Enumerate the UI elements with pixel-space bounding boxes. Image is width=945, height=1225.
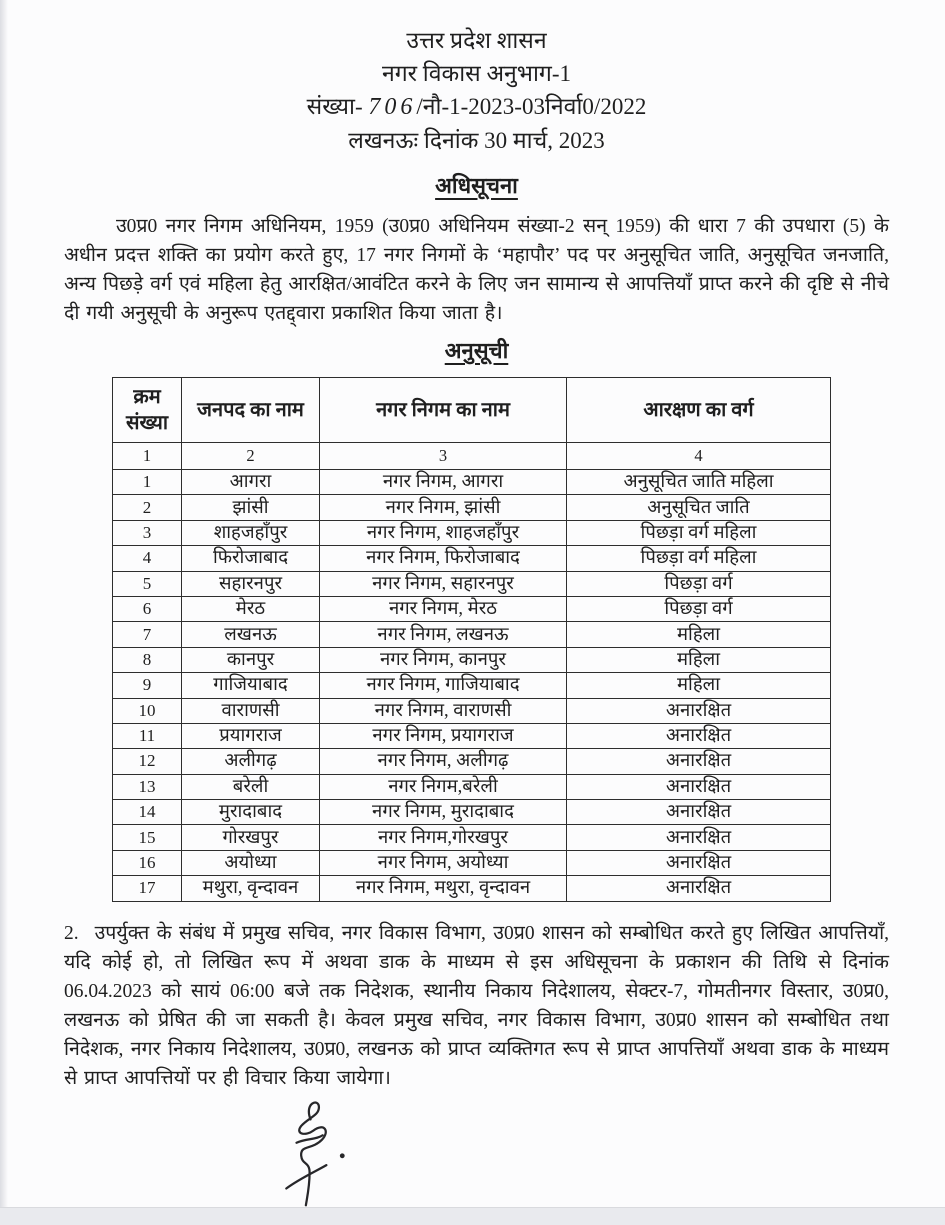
government-title: उत्तर प्रदेश शासन (406, 28, 547, 53)
cell-district-name: झांसी (182, 495, 320, 520)
cell-corporation-name: नगर निगम, अलीगढ़ (320, 749, 567, 774)
column-header-district: जनपद का नाम (182, 378, 320, 443)
table-row (113, 622, 831, 647)
column-header-serial: क्रम संख्या (113, 378, 182, 443)
cell-district-name: मथुरा, वृन्दावन (182, 876, 320, 901)
cell-corporation-name: नगर निगम, झांसी (320, 495, 567, 520)
table-row (113, 673, 831, 698)
cell-district-name: मुरादाबाद (182, 800, 320, 825)
notification-body: उ0प्र0 नगर निगम अधिनियम, 1959 (उ0प्र0 अधिनियम संख्या-2 सन् 1959) की धारा 7 की उपधारा (5) के अधीन प्रदत्त शक्ति का प्रयोग करते हुए, 17 नगर निगमों के ‘महापौर’ पद पर अनुसूचित जाति, अनुसूचित जनजाति, अन्य पिछड़े वर्ग एवं महिला हेतु आरक्षित/आवंटित करने के लिए जन सामान्य से आपत्तियाँ प्राप्त करने की दृष्टि से नीचे दी गयी अनुसूची के अनुरूप एतद्द्वारा प्रकाशित किया जाता है। (64, 216, 889, 324)
cell-serial-number: 14 (113, 800, 182, 825)
cell-corporation-name: नगर निगम, गाजियाबाद (320, 673, 567, 698)
cell-serial-number: 1 (113, 470, 182, 495)
table-row (113, 647, 831, 672)
column-number: 4 (567, 443, 831, 470)
cell-serial-number: 2 (113, 495, 182, 520)
table-row (113, 470, 831, 495)
column-number-row (113, 443, 831, 470)
cell-serial-number: 7 (113, 622, 182, 647)
table-row (113, 876, 831, 901)
column-header-category: आरक्षण का वर्ग (567, 378, 831, 443)
cell-corporation-name: नगर निगम, मेरठ (320, 596, 567, 621)
handwritten-signature (268, 1097, 889, 1209)
cell-serial-number: 15 (113, 825, 182, 850)
letterhead (64, 24, 889, 157)
cell-corporation-name: नगर निगम, मथुरा, वृन्दावन (320, 876, 567, 901)
cell-district-name: वाराणसी (182, 698, 320, 723)
cell-corporation-name: नगर निगम, मुरादाबाद (320, 800, 567, 825)
cell-corporation-name: नगर निगम,गोरखपुर (320, 825, 567, 850)
cell-serial-number: 10 (113, 698, 182, 723)
cell-corporation-name: नगर निगम, लखनऊ (320, 622, 567, 647)
schedule-table (112, 377, 831, 902)
table-row (113, 774, 831, 799)
cell-reservation-category: अनारक्षित (567, 825, 831, 850)
cell-corporation-name: नगर निगम, वाराणसी (320, 698, 567, 723)
cell-reservation-category: अनारक्षित (567, 800, 831, 825)
column-number: 3 (320, 443, 567, 470)
table-row (113, 495, 831, 520)
cell-reservation-category: पिछड़ा वर्ग (567, 596, 831, 621)
cell-serial-number: 11 (113, 723, 182, 748)
cell-district-name: अयोध्या (182, 850, 320, 875)
cell-district-name: कानपुर (182, 647, 320, 672)
cell-district-name: लखनऊ (182, 622, 320, 647)
cell-corporation-name: नगर निगम, आगरा (320, 470, 567, 495)
cell-district-name: फिरोजाबाद (182, 546, 320, 571)
cell-district-name: अलीगढ़ (182, 749, 320, 774)
place-date-line: लखनऊः दिनांक 30 मार्च, 2023 (348, 128, 605, 153)
cell-reservation-category: अनारक्षित (567, 774, 831, 799)
table-row (113, 800, 831, 825)
table-row (113, 596, 831, 621)
signature-icon (268, 1097, 368, 1209)
paragraph-number: 2. (64, 922, 79, 944)
cell-reservation-category: महिला (567, 622, 831, 647)
column-header-corporation: नगर निगम का नाम (320, 378, 567, 443)
table-row (113, 850, 831, 875)
table-row (113, 723, 831, 748)
cell-corporation-name: नगर निगम, अयोध्या (320, 850, 567, 875)
handwritten-number: 706 (368, 94, 417, 120)
scan-edge-bottom (0, 1207, 945, 1225)
schedule-table-body (113, 470, 831, 902)
cell-serial-number: 3 (113, 520, 182, 545)
cell-reservation-category: पिछड़ा वर्ग महिला (567, 546, 831, 571)
cell-serial-number: 16 (113, 850, 182, 875)
cell-district-name: मेरठ (182, 596, 320, 621)
cell-serial-number: 9 (113, 673, 182, 698)
column-number: 1 (113, 443, 182, 470)
cell-serial-number: 17 (113, 876, 182, 901)
cell-reservation-category: अनारक्षित (567, 698, 831, 723)
cell-district-name: गोरखपुर (182, 825, 320, 850)
cell-serial-number: 5 (113, 571, 182, 596)
closing-paragraph (64, 919, 889, 1093)
cell-reservation-category: अनुसूचित जाति (567, 495, 831, 520)
cell-reservation-category: महिला (567, 673, 831, 698)
cell-serial-number: 12 (113, 749, 182, 774)
cell-district-name: सहारनपुर (182, 571, 320, 596)
closing-paragraph-text: उपर्युक्त के संबंध में प्रमुख सचिव, नगर विकास विभाग, उ0प्र0 शासन को सम्बोधित करते हुए लिखित आपत्तियाँ, यदि कोई हो, तो लिखित रूप में अथवा डाक के माध्यम से इस अधिसूचना के प्रकाशन की तिथि से दिनांक 06.04.2023 को सायं 06:00 बजे तक निदेशक, स्थानीय निकाय निदेशालय, सेक्टर-7, गोमतीनगर विस्तार, उ0प्र0, लखनऊ को प्रेषित की जा सकती है। केवल प्रमुख सचिव, नगर विकास विभाग, उ0प्र0 शासन को सम्बोधित तथा निदेशक, नगर निकाय निदेशालय, उ0प्र0, लखनऊ को प्राप्त व्यक्तिगत रूप से प्राप्त आपत्तियाँ अथवा डाक के माध्यम से प्राप्त आपत्तियों पर ही विचार किया जायेगा। (64, 922, 889, 1089)
cell-corporation-name: नगर निगम, सहारनपुर (320, 571, 567, 596)
notification-heading: अधिसूचना (435, 173, 518, 198)
cell-district-name: आगरा (182, 470, 320, 495)
cell-corporation-name: नगर निगम, प्रयागराज (320, 723, 567, 748)
cell-district-name: बरेली (182, 774, 320, 799)
reference-number-prefix: संख्या- (306, 94, 369, 119)
table-row (113, 698, 831, 723)
cell-reservation-category: अनारक्षित (567, 850, 831, 875)
cell-serial-number: 8 (113, 647, 182, 672)
table-row (113, 825, 831, 850)
cell-district-name: गाजियाबाद (182, 673, 320, 698)
cell-corporation-name: नगर निगम, फिरोजाबाद (320, 546, 567, 571)
cell-reservation-category: अनारक्षित (567, 876, 831, 901)
reference-number-suffix: /नौ-1-2023-03निर्वा0/2022 (416, 94, 647, 119)
column-number: 2 (182, 443, 320, 470)
table-row (113, 546, 831, 571)
cell-reservation-category: महिला (567, 647, 831, 672)
cell-corporation-name: नगर निगम, कानपुर (320, 647, 567, 672)
schedule-heading: अनुसूची (444, 338, 509, 363)
cell-corporation-name: नगर निगम, शाहजहाँपुर (320, 520, 567, 545)
table-row (113, 520, 831, 545)
cell-corporation-name: नगर निगम,बरेली (320, 774, 567, 799)
department-line: नगर विकास अनुभाग-1 (381, 61, 572, 86)
cell-serial-number: 6 (113, 596, 182, 621)
reference-number-line (64, 90, 889, 124)
cell-reservation-category: अनारक्षित (567, 749, 831, 774)
table-row (113, 749, 831, 774)
cell-serial-number: 13 (113, 774, 182, 799)
cell-district-name: शाहजहाँपुर (182, 520, 320, 545)
cell-serial-number: 4 (113, 546, 182, 571)
table-row (113, 571, 831, 596)
cell-reservation-category: अनारक्षित (567, 723, 831, 748)
cell-district-name: प्रयागराज (182, 723, 320, 748)
table-header-row (113, 378, 831, 443)
cell-reservation-category: अनुसूचित जाति महिला (567, 470, 831, 495)
cell-reservation-category: पिछड़ा वर्ग महिला (567, 520, 831, 545)
cell-reservation-category: पिछड़ा वर्ग (567, 571, 831, 596)
